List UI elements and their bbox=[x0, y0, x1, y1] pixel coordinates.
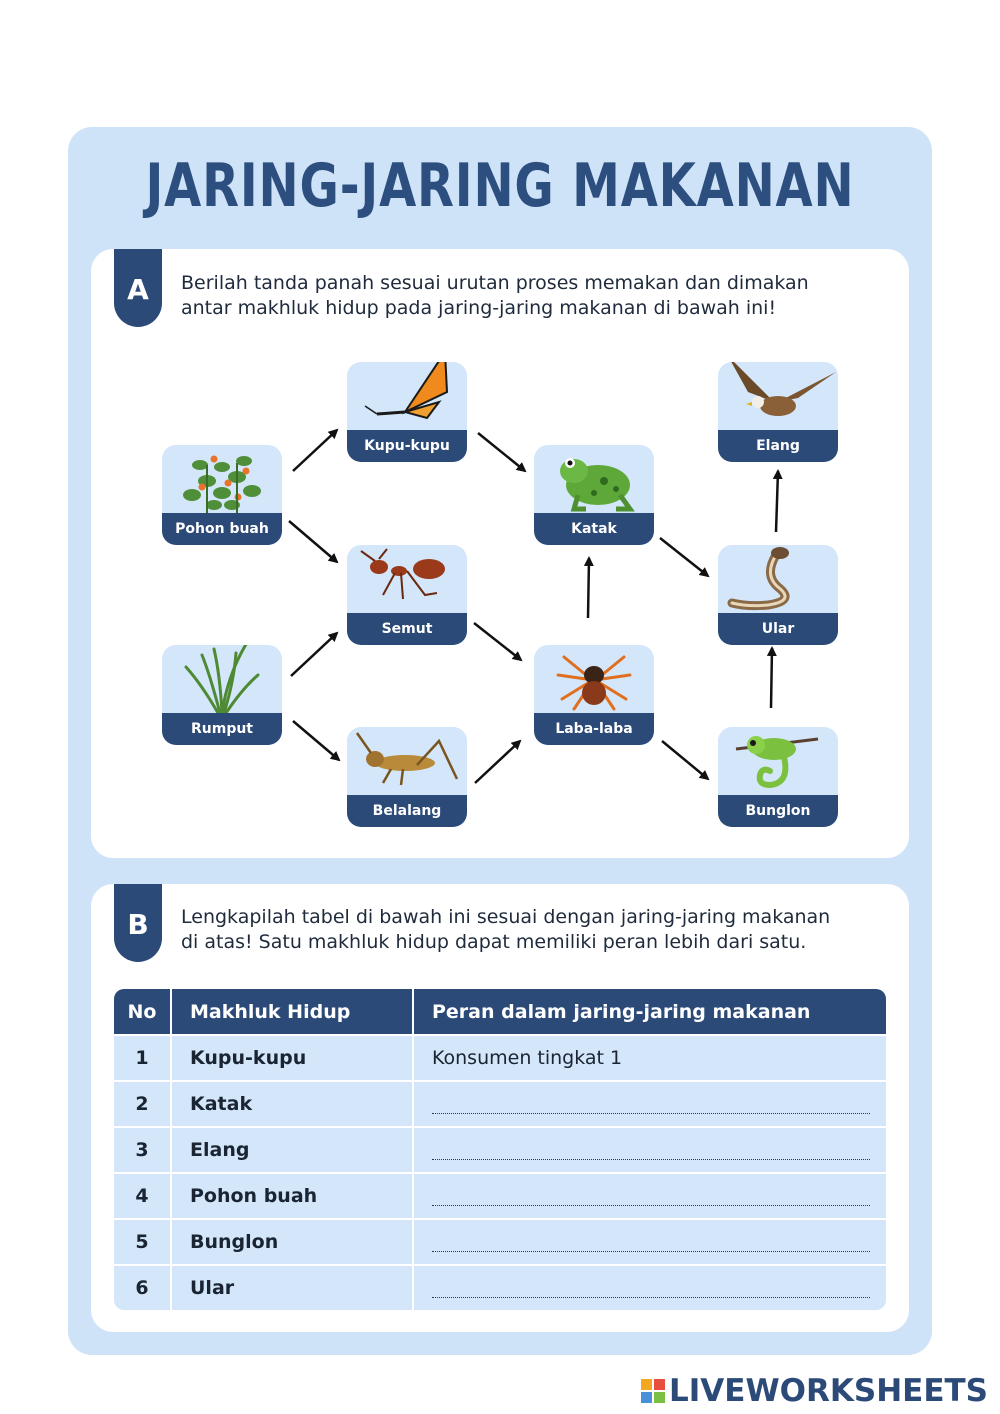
instruction-line-1: Lengkapilah tabel di bawah ini sesuai dengan jaring-jaring makanan bbox=[181, 906, 831, 928]
row-role-answer[interactable] bbox=[412, 1172, 886, 1218]
table-row bbox=[114, 1080, 886, 1126]
header-peran: Peran dalam jaring-jaring makanan bbox=[412, 989, 886, 1034]
table-row bbox=[114, 1264, 886, 1310]
section-a-badge: A bbox=[114, 249, 162, 327]
row-name: Ular bbox=[170, 1264, 412, 1310]
node-ular[interactable] bbox=[718, 545, 838, 645]
row-name: Pohon buah bbox=[170, 1172, 412, 1218]
row-role-answer[interactable] bbox=[412, 1126, 886, 1172]
node-label: Katak bbox=[534, 513, 654, 545]
answer-dotted-line[interactable] bbox=[432, 1251, 870, 1252]
eagle-icon bbox=[718, 362, 838, 430]
liveworksheets-brand[interactable] bbox=[641, 1373, 988, 1409]
brand-text: LIVEWORKSHEETS bbox=[669, 1373, 988, 1409]
instruction-line-2: di atas! Satu makhluk hidup dapat memiliki peran lebih dari satu. bbox=[181, 931, 807, 953]
answer-dotted-line[interactable] bbox=[432, 1205, 870, 1206]
section-b-badge: B bbox=[114, 884, 162, 962]
row-role-answer[interactable] bbox=[412, 1218, 886, 1264]
node-pohon-buah[interactable] bbox=[162, 445, 282, 545]
row-no: 4 bbox=[114, 1172, 170, 1218]
node-kupu-kupu[interactable] bbox=[347, 362, 467, 462]
node-elang[interactable] bbox=[718, 362, 838, 462]
row-no: 3 bbox=[114, 1126, 170, 1172]
node-label: Pohon buah bbox=[162, 513, 282, 545]
header-no: No bbox=[114, 989, 170, 1034]
node-semut[interactable] bbox=[347, 545, 467, 645]
node-label: Semut bbox=[347, 613, 467, 645]
node-label: Laba-laba bbox=[534, 713, 654, 745]
node-belalang[interactable] bbox=[347, 727, 467, 827]
table-row bbox=[114, 1034, 886, 1080]
node-bunglon[interactable] bbox=[718, 727, 838, 827]
node-label: Elang bbox=[718, 430, 838, 462]
table-row bbox=[114, 1126, 886, 1172]
node-katak[interactable] bbox=[534, 445, 654, 545]
grass-icon bbox=[162, 645, 282, 713]
row-role-answer[interactable] bbox=[412, 1080, 886, 1126]
fruit-tree-icon bbox=[162, 445, 282, 513]
table-header-row bbox=[114, 989, 886, 1034]
table-row bbox=[114, 1172, 886, 1218]
answer-dotted-line[interactable] bbox=[432, 1113, 870, 1114]
answer-dotted-line[interactable] bbox=[432, 1159, 870, 1160]
table-row bbox=[114, 1218, 886, 1264]
answer-dotted-line[interactable] bbox=[432, 1297, 870, 1298]
node-label: Kupu-kupu bbox=[347, 430, 467, 462]
row-no: 1 bbox=[114, 1034, 170, 1080]
snake-icon bbox=[718, 545, 838, 613]
row-role-answer[interactable] bbox=[412, 1264, 886, 1310]
row-no: 5 bbox=[114, 1218, 170, 1264]
butterfly-icon bbox=[347, 362, 467, 430]
grasshopper-icon bbox=[347, 727, 467, 795]
node-label: Belalang bbox=[347, 795, 467, 827]
frog-icon bbox=[534, 445, 654, 513]
instruction-line-2: antar makhluk hidup pada jaring-jaring makanan di bawah ini! bbox=[181, 297, 777, 319]
row-name: Elang bbox=[170, 1126, 412, 1172]
node-label: Rumput bbox=[162, 713, 282, 745]
row-no: 6 bbox=[114, 1264, 170, 1310]
section-a-instruction bbox=[181, 271, 809, 321]
row-no: 2 bbox=[114, 1080, 170, 1126]
liveworksheets-logo-icon bbox=[641, 1379, 665, 1403]
instruction-line-1: Berilah tanda panah sesuai urutan proses memakan dan dimakan bbox=[181, 272, 809, 294]
node-laba-laba[interactable] bbox=[534, 645, 654, 745]
chameleon-icon bbox=[718, 727, 838, 795]
node-rumput[interactable] bbox=[162, 645, 282, 745]
row-name: Bunglon bbox=[170, 1218, 412, 1264]
spider-icon bbox=[534, 645, 654, 713]
node-label: Ular bbox=[718, 613, 838, 645]
ant-icon bbox=[347, 545, 467, 613]
roles-table bbox=[114, 989, 886, 1310]
row-role: Konsumen tingkat 1 bbox=[412, 1034, 886, 1080]
row-name: Kupu-kupu bbox=[170, 1034, 412, 1080]
section-b-instruction bbox=[181, 905, 830, 955]
node-label: Bunglon bbox=[718, 795, 838, 827]
row-name: Katak bbox=[170, 1080, 412, 1126]
header-makhluk-hidup: Makhluk Hidup bbox=[170, 989, 412, 1034]
page-title: JARING-JARING MAKANAN bbox=[145, 151, 855, 221]
